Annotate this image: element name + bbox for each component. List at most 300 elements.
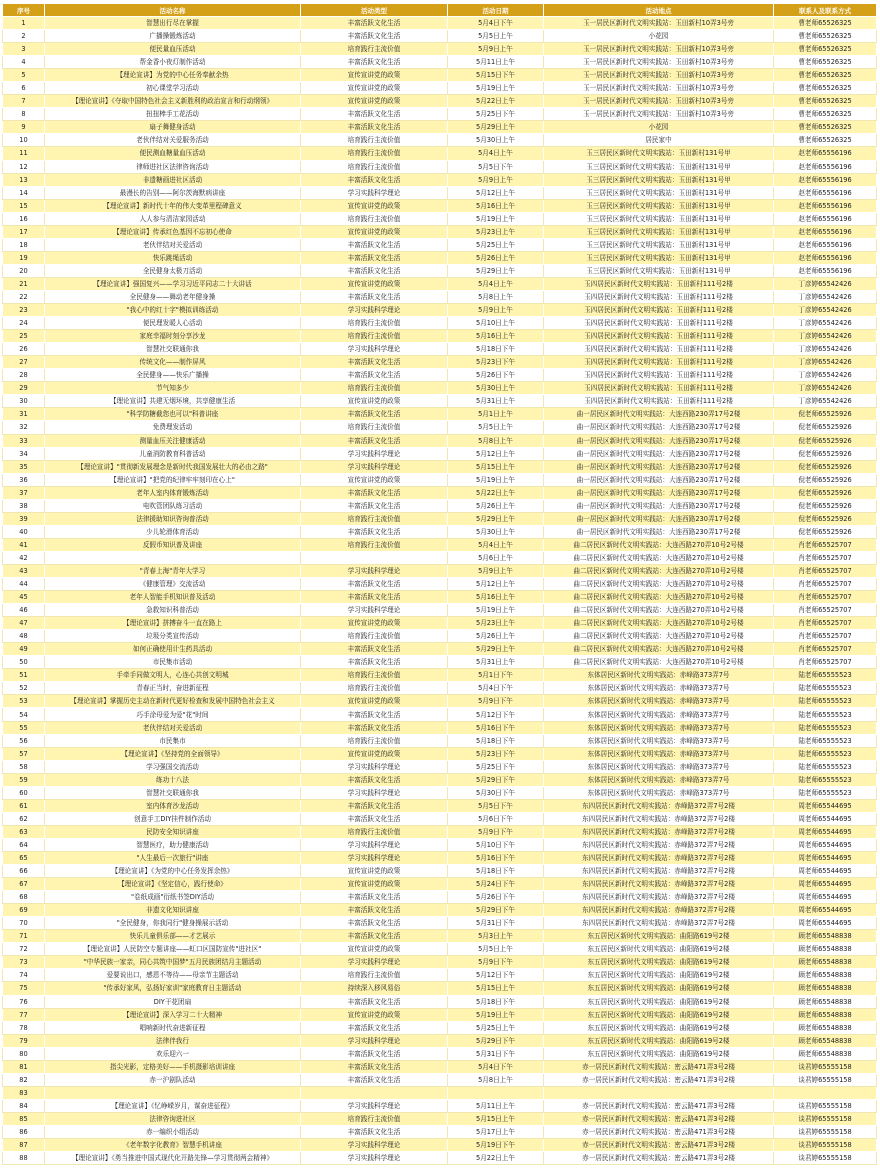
cell-date: 5月5日下午 [448,799,544,812]
cell-date: 5月6日上午 [448,551,544,564]
cell-contact: 倪老师65525926 [774,512,877,525]
cell-activity-name: "全民健身，你我同行"健身操展示活动 [45,917,301,930]
cell-activity-type: 宣传宣讲党的政策 [301,95,448,108]
table-row [3,838,877,851]
cell-date: 5月23日下午 [448,747,544,760]
header-date: 活动日期 [448,4,544,17]
cell-activity-name: 智慧社交联通你我 [45,343,301,356]
cell-place: 玉一居民区新时代文明实践站：玉田新村10弄3号旁 [544,56,774,69]
table-row [3,251,877,264]
cell-date: 5月31日上午 [448,656,544,669]
cell-activity-name: 帮金香小夜灯制作活动 [45,56,301,69]
cell-activity-type: 学习实践科学理论 [301,1099,448,1112]
table-row [3,525,877,538]
cell-place: 玉三居民区新时代文明实践站：玉田新村131号甲 [544,212,774,225]
table-row [3,95,877,108]
cell-date: 5月25日下午 [448,760,544,773]
cell-contact: 谈君婷65555158 [774,1073,877,1086]
cell-activity-type: 宣传宣讲党的政策 [301,695,448,708]
cell-place: 小花园 [544,121,774,134]
cell-no: 33 [3,434,45,447]
cell-date: 5月29日下午 [448,1034,544,1047]
cell-activity-name: 老年人室内体育锻炼活动 [45,486,301,499]
cell-contact: 顾老师65548838 [774,1047,877,1060]
cell-no: 62 [3,812,45,825]
cell-activity-name: 老伙伴结对关爱活动 [45,721,301,734]
cell-activity-name: 智慧社交联通你我 [45,786,301,799]
table-row [3,917,877,930]
cell-date: 5月30日下午 [448,786,544,799]
cell-place: 玉四居民区新时代文明实践站：玉田新村111号2楼 [544,343,774,356]
cell-contact: 赵老师65556196 [774,238,877,251]
cell-no: 53 [3,695,45,708]
cell-contact [774,1086,877,1099]
cell-contact: 周老师65544695 [774,917,877,930]
cell-activity-name: 法律咨询进社区 [45,1112,301,1125]
cell-activity-type: 宣传宣讲党的政策 [301,199,448,212]
cell-activity-type: 培育践行主流价值 [301,512,448,525]
cell-activity-type: 宣传宣讲党的政策 [301,1008,448,1021]
cell-activity-type: 培育践行主流价值 [301,212,448,225]
cell-contact: 赵老师65556196 [774,186,877,199]
cell-no: 45 [3,591,45,604]
cell-place: 玉一居民区新时代文明实践站：玉田新村10弄3号旁 [544,95,774,108]
cell-place: 玉四居民区新时代文明实践站：玉田新村111号2楼 [544,290,774,303]
cell-contact: 肖老师65525707 [774,591,877,604]
cell-date: 5月30日上午 [448,382,544,395]
cell-no: 3 [3,43,45,56]
cell-no: 49 [3,643,45,656]
table-row [3,891,877,904]
table-row [3,604,877,617]
cell-place: 赤一居民区新时代文明实践站：密云路471弄3号2楼 [544,1060,774,1073]
cell-activity-type: 丰富活跃文化生活 [301,708,448,721]
cell-contact: 周老师65544695 [774,904,877,917]
cell-no: 41 [3,538,45,551]
cell-activity-name: 老伙伴结对关爱活动 [45,238,301,251]
cell-place: 玉四居民区新时代文明实践站：玉田新村111号2楼 [544,382,774,395]
cell-activity-type: 培育践行主流价值 [301,969,448,982]
cell-contact: 谈君婷65555158 [774,1060,877,1073]
table-row [3,395,877,408]
cell-no: 25 [3,330,45,343]
cell-date [448,1086,544,1099]
table-row [3,812,877,825]
table-row [3,147,877,160]
cell-no: 61 [3,799,45,812]
cell-activity-name: 【理论宣讲】《坚定信心，践行使命》 [45,878,301,891]
cell-place: 东四居民区新时代文明实践站：赤峰路372弄7号2楼 [544,825,774,838]
cell-no: 22 [3,290,45,303]
cell-activity-name: 法律伴我行 [45,1034,301,1047]
cell-activity-name: 老伙伴结对关爱服务活动 [45,134,301,147]
cell-place: 玉三居民区新时代文明实践站：玉田新村131号甲 [544,251,774,264]
table-row [3,1139,877,1152]
table-row [3,578,877,591]
cell-date: 5月16日下午 [448,852,544,865]
cell-no: 86 [3,1125,45,1138]
cell-date: 5月12日上午 [448,447,544,460]
cell-no: 55 [3,721,45,734]
cell-date: 5月16日上午 [448,330,544,343]
cell-activity-name: 扭扭棒手工花活动 [45,108,301,121]
cell-activity-name: 节气知多少 [45,382,301,395]
cell-place: 玉三居民区新时代文明实践站：玉田新村131号甲 [544,160,774,173]
table-row [3,786,877,799]
cell-activity-name: "人生最后一次旅行"讲座 [45,852,301,865]
cell-contact: 顾老师65548838 [774,930,877,943]
cell-date: 5月9日下午 [448,956,544,969]
cell-activity-type: 宣传宣讲党的政策 [301,225,448,238]
cell-place: 东体居民区新时代文明实践站：赤峰路373弄7号 [544,682,774,695]
cell-place: 玉三居民区新时代文明实践站：玉田新村131号甲 [544,225,774,238]
cell-contact: 赵老师65556196 [774,199,877,212]
cell-no: 7 [3,95,45,108]
table-row [3,773,877,786]
cell-place: 东四居民区新时代文明实践站：赤峰路372弄7号2楼 [544,917,774,930]
cell-contact: 顾老师65548838 [774,1021,877,1034]
cell-no: 37 [3,486,45,499]
cell-contact: 曹老师65526325 [774,82,877,95]
table-row [3,956,877,969]
cell-no: 51 [3,669,45,682]
cell-place: 东四居民区新时代文明实践站：赤峰路372弄7号2楼 [544,812,774,825]
cell-contact: 赵老师65556196 [774,173,877,186]
cell-activity-type: 丰富活跃文化生活 [301,656,448,669]
cell-no: 32 [3,421,45,434]
cell-contact: 肖老师65525707 [774,578,877,591]
cell-activity-type: 学习实践科学理论 [301,186,448,199]
cell-date: 5月4日上午 [448,277,544,290]
cell-place: 东体居民区新时代文明实践站：赤峰路373弄7号 [544,708,774,721]
cell-activity-type: 丰富活跃文化生活 [301,238,448,251]
cell-activity-type: 培育践行主流价值 [301,330,448,343]
cell-activity-name: 【理论宣讲】共建无烟环境，共享健康生活 [45,395,301,408]
cell-contact: 谈君婷65555158 [774,1112,877,1125]
cell-activity-type: 宣传宣讲党的政策 [301,617,448,630]
cell-activity-name: 快乐儿童俱乐部——才艺展示 [45,930,301,943]
cell-activity-name: DIY干花团扇 [45,995,301,1008]
cell-date: 5月19日上午 [448,212,544,225]
cell-date: 5月5日上午 [448,30,544,43]
cell-activity-type: 丰富活跃文化生活 [301,1073,448,1086]
cell-place: 东五居民区新时代文明实践站：曲阳路619号2楼 [544,982,774,995]
cell-no: 64 [3,838,45,851]
cell-date: 5月10日上午 [448,317,544,330]
cell-date: 5月9日下午 [448,825,544,838]
table-row [3,121,877,134]
table-row [3,930,877,943]
cell-activity-name: "中华民族一家亲，同心共筑中国梦"五月民族团结月主题活动 [45,956,301,969]
cell-activity-type: 学习实践科学理论 [301,343,448,356]
cell-activity-name: 非遗文化知识讲座 [45,904,301,917]
cell-activity-type: 学习实践科学理论 [301,852,448,865]
cell-no: 20 [3,264,45,277]
cell-place: 赤一居民区新时代文明实践站：密云路471弄3号2楼 [544,1099,774,1112]
cell-date: 5月23日上午 [448,617,544,630]
cell-contact: 赵老师65556196 [774,160,877,173]
cell-contact: 周老师65544695 [774,799,877,812]
cell-activity-name: 欢乐迎六一 [45,1047,301,1060]
table-row [3,330,877,343]
cell-activity-name: 便民量血压活动 [45,43,301,56]
cell-no: 36 [3,473,45,486]
cell-place: 东五居民区新时代文明实践站：曲阳路619号2楼 [544,969,774,982]
table-row [3,878,877,891]
cell-no: 28 [3,369,45,382]
cell-activity-name: 扇子舞健身活动 [45,121,301,134]
table-row [3,277,877,290]
table-row [3,656,877,669]
table-row [3,721,877,734]
cell-place: 玉四居民区新时代文明实践站：玉田新村111号2楼 [544,356,774,369]
cell-no: 13 [3,173,45,186]
cell-date: 5月3日上午 [448,930,544,943]
cell-contact: 顾老师65548838 [774,982,877,995]
cell-no: 21 [3,277,45,290]
cell-date: 5月25日下午 [448,108,544,121]
cell-no: 77 [3,1008,45,1021]
cell-place: 东五居民区新时代文明实践站：曲阳路619号2楼 [544,956,774,969]
cell-no: 72 [3,943,45,956]
cell-no: 39 [3,512,45,525]
cell-place: 曲二居民区新时代文明实践站：大连西路270弄10号2号楼 [544,656,774,669]
cell-activity-name: 传统文化——制作屏风 [45,356,301,369]
cell-contact: 曹老师65526325 [774,121,877,134]
cell-contact: 陆老师65555523 [774,669,877,682]
cell-activity-name: 电吹管团队练习活动 [45,499,301,512]
cell-contact: 周老师65544695 [774,812,877,825]
table-row [3,134,877,147]
cell-no: 59 [3,773,45,786]
cell-date: 5月9日上午 [448,43,544,56]
cell-activity-type: 丰富活跃文化生活 [301,799,448,812]
cell-place: 曲二居民区新时代文明实践站：大连西路270弄10号2号楼 [544,591,774,604]
table-row [3,1112,877,1125]
cell-activity-type: 培育践行主流价值 [301,382,448,395]
cell-activity-type: 丰富活跃文化生活 [301,434,448,447]
cell-no: 4 [3,56,45,69]
cell-place: 玉四居民区新时代文明实践站：玉田新村111号2楼 [544,304,774,317]
cell-contact: 谈君婷65555158 [774,1099,877,1112]
table-row [3,447,877,460]
cell-contact: 陆老师65555523 [774,682,877,695]
cell-date: 5月30日上午 [448,134,544,147]
cell-activity-type: 宣传宣讲党的政策 [301,277,448,290]
cell-date: 5月8日上午 [448,434,544,447]
cell-contact: 顾老师65548838 [774,995,877,1008]
cell-no: 52 [3,682,45,695]
cell-activity-type: 丰富活跃文化生活 [301,812,448,825]
cell-activity-type: 丰富活跃文化生活 [301,251,448,264]
table-row [3,369,877,382]
cell-no: 17 [3,225,45,238]
cell-date: 5月18日下午 [448,343,544,356]
cell-contact: 曹老师65526325 [774,43,877,56]
table-row [3,264,877,277]
cell-no: 18 [3,238,45,251]
cell-date: 5月9日上午 [448,173,544,186]
cell-place: 东体居民区新时代文明实践站：赤峰路373弄7号 [544,773,774,786]
cell-place: 曲一居民区新时代文明实践站：大连西路230弄17号2楼 [544,460,774,473]
cell-place: 东五居民区新时代文明实践站：曲阳路619号2楼 [544,1008,774,1021]
cell-activity-type: 丰富活跃文化生活 [301,264,448,277]
table-row [3,1034,877,1047]
table-row [3,199,877,212]
cell-date: 5月15日上午 [448,982,544,995]
header-no: 序号 [3,4,45,17]
cell-activity-type: 培育践行主流价值 [301,43,448,56]
cell-activity-name: 【理论宣讲】"把党的纪律牢牢刻印在心上" [45,473,301,486]
cell-activity-name: 【理论宣讲】深入学习二十大精神 [45,1008,301,1021]
table-row [3,982,877,995]
cell-place: 东四居民区新时代文明实践站：赤峰路372弄7号2楼 [544,891,774,904]
cell-place: 曲二居民区新时代文明实践站：大连西路270弄10号2号楼 [544,630,774,643]
cell-place: 曲二居民区新时代文明实践站：大连西路270弄10号2号楼 [544,551,774,564]
cell-activity-type: 丰富活跃文化生活 [301,1047,448,1060]
cell-activity-name [45,1086,301,1099]
table-row [3,551,877,564]
table-row [3,225,877,238]
cell-no: 34 [3,447,45,460]
cell-activity-name: 青春正当时，奋进新征程 [45,682,301,695]
cell-place: 玉一居民区新时代文明实践站：玉田新村10弄3号旁 [544,82,774,95]
cell-contact: 顾老师65548838 [774,956,877,969]
cell-no: 83 [3,1086,45,1099]
cell-activity-name: "我心中的红十字"模拟训练活动 [45,304,301,317]
cell-place: 东五居民区新时代文明实践站：曲阳路619号2楼 [544,930,774,943]
cell-contact: 顾老师65548838 [774,1008,877,1021]
cell-no: 9 [3,121,45,134]
table-row [3,695,877,708]
cell-activity-type: 学习实践科学理论 [301,304,448,317]
cell-contact: 陆老师65555523 [774,721,877,734]
cell-no: 71 [3,930,45,943]
cell-activity-type: 持续深入移风易俗 [301,982,448,995]
cell-contact: 陆老师65555523 [774,786,877,799]
cell-activity-name: 人人参与清洁家园活动 [45,212,301,225]
header-place: 活动地点 [544,4,774,17]
cell-date: 5月24日下午 [448,878,544,891]
cell-place: 玉四居民区新时代文明实践站：玉田新村111号2楼 [544,277,774,290]
cell-place: 玉四居民区新时代文明实践站：玉田新村111号2楼 [544,317,774,330]
cell-contact: 陆老师65555523 [774,695,877,708]
cell-activity-name: 智慧出行尽在掌握 [45,17,301,30]
table-row [3,969,877,982]
cell-activity-name: 【理论宣讲】《勇当推进中国式现代化开路先锋—学习贯彻两会精神》 [45,1152,301,1165]
cell-contact: 曹老师65526325 [774,17,877,30]
cell-activity-type: 学习实践科学理论 [301,786,448,799]
cell-activity-type: 丰富活跃文化生活 [301,56,448,69]
cell-no: 27 [3,356,45,369]
cell-activity-name: 《健康管理》交流活动 [45,578,301,591]
cell-date: 5月29日上午 [448,643,544,656]
cell-activity-name: 广播操锻炼活动 [45,30,301,43]
table-row [3,238,877,251]
header-row [3,4,877,17]
cell-activity-type: 培育践行主流价值 [301,825,448,838]
table-row [3,69,877,82]
cell-contact: 曹老师65526325 [774,134,877,147]
cell-no: 58 [3,760,45,773]
cell-date: 5月4日下午 [448,1060,544,1073]
cell-date: 5月9日上午 [448,304,544,317]
cell-place: 曲一居民区新时代文明实践站：大连西路230弄17号2楼 [544,408,774,421]
cell-contact: 肖老师65525707 [774,538,877,551]
cell-activity-type: 丰富活跃文化生活 [301,121,448,134]
cell-place: 曲二居民区新时代文明实践站：大连西路270弄10号2号楼 [544,617,774,630]
cell-no: 54 [3,708,45,721]
cell-place: 赤一居民区新时代文明实践站：密云路471弄3号2楼 [544,1073,774,1086]
table-row [3,173,877,186]
cell-no: 24 [3,317,45,330]
cell-date: 5月22日上午 [448,1152,544,1165]
cell-no: 82 [3,1073,45,1086]
cell-activity-name: "科学防糖截您也可以"科普讲座 [45,408,301,421]
cell-date: 5月22日上午 [448,486,544,499]
cell-activity-name: 非遗糖画进社区活动 [45,173,301,186]
cell-activity-type: 丰富活跃文化生活 [301,930,448,943]
cell-contact: 丁彦婷65542426 [774,304,877,317]
cell-no: 78 [3,1021,45,1034]
cell-contact: 陆老师65555523 [774,708,877,721]
cell-place: 玉三居民区新时代文明实践站：玉田新村131号甲 [544,173,774,186]
cell-date: 5月8日上午 [448,290,544,303]
cell-activity-name: 便民测血糖量血压活动 [45,147,301,160]
cell-date: 5月8日上午 [448,1073,544,1086]
table-row [3,852,877,865]
cell-date: 5月5日上午 [448,421,544,434]
cell-date: 5月9日上午 [448,564,544,577]
table-row [3,473,877,486]
cell-date: 5月15日上午 [448,1112,544,1125]
cell-contact: 倪老师65525926 [774,447,877,460]
cell-place: 赤一居民区新时代文明实践站：密云路471弄3号2楼 [544,1112,774,1125]
cell-activity-type: 宣传宣讲党的政策 [301,69,448,82]
cell-contact: 肖老师65525707 [774,643,877,656]
cell-activity-name: 学习强国交流活动 [45,760,301,773]
cell-no: 85 [3,1112,45,1125]
cell-contact: 肖老师65525707 [774,617,877,630]
cell-no: 76 [3,995,45,1008]
cell-place: 东体居民区新时代文明实践站：赤峰路373弄7号 [544,747,774,760]
cell-place: 东体居民区新时代文明实践站：赤峰路373弄7号 [544,786,774,799]
cell-activity-type: 丰富活跃文化生活 [301,721,448,734]
cell-place: 玉一居民区新时代文明实践站：玉田新村10弄3号旁 [544,17,774,30]
cell-activity-type [301,551,448,564]
header-contact: 联系人及联系方式 [774,4,877,17]
cell-date: 5月18日下午 [448,995,544,1008]
cell-date: 5月11日上午 [448,56,544,69]
table-row [3,56,877,69]
cell-no: 56 [3,734,45,747]
cell-activity-name: 创意手工DIY挂件制作活动 [45,812,301,825]
cell-date: 5月18日下午 [448,865,544,878]
cell-contact: 谈君婷65555158 [774,1125,877,1138]
cell-place: 东体居民区新时代文明实践站：赤峰路373弄7号 [544,721,774,734]
cell-place: 玉四居民区新时代文明实践站：玉田新村111号2楼 [544,369,774,382]
table-row [3,943,877,956]
cell-no: 46 [3,604,45,617]
cell-activity-type: 学习实践科学理论 [301,1152,448,1165]
cell-activity-type: 宣传宣讲党的政策 [301,878,448,891]
cell-contact: 倪老师65525926 [774,421,877,434]
cell-date: 5月23日下午 [448,356,544,369]
cell-activity-name: 唱响新时代奋进新征程 [45,1021,301,1034]
cell-date: 5月12日上午 [448,186,544,199]
table-row [3,290,877,303]
cell-activity-name: 全民健身太极刀活动 [45,264,301,277]
